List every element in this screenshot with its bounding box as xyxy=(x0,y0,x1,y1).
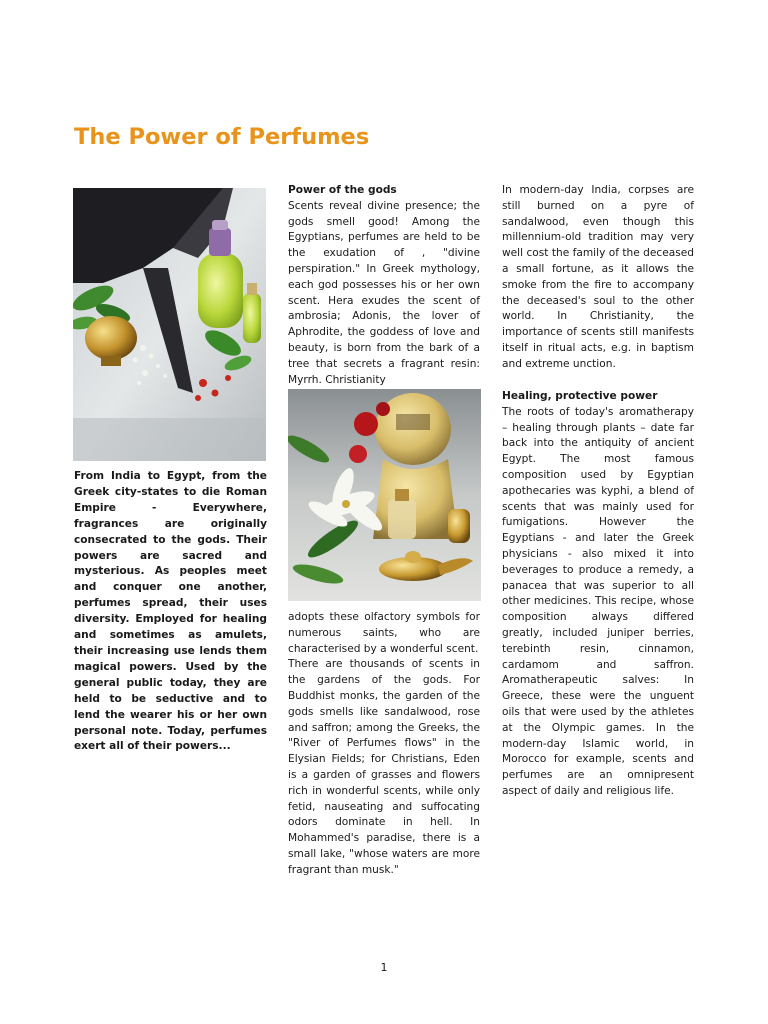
healing-text: The roots of today's aromatherapy – healing through plants – date far back into the antiquity of ancient Egypt. The most famous composition used by Egyptian apothecaries was kyphi, a blend of scents that was mainly used for fumigations. However the Egyptians - and later the Greek physicians - also mixed it into beverages to produce a remedy, a panacea that was superior to all other medicines. This recipe, whose composition always differed greatly, included juniper berries, terebinth resin, cinnamon, cardamom and saffron. Aromatherapeutic salves: In Greece, these were the unguent oils that were used by the athletes at the Olympic games. In the modern-day Islamic world, in Morocco for example, scents and perfumes are an omnipresent aspect of daily and religious life. xyxy=(502,405,694,797)
power-of-gods-section xyxy=(288,183,480,388)
power-of-gods-text-3: There are thousands of scents in the gardens of the gods. For Buddhist monks, the garden of the gods smells like sandalwood, rose and saffron; among the Greeks, the "River of Perfumes flows" in the Elysian Fields; for Christians, Eden is a garden of grasses and flowers rich in wonderful scents, while only fetid, nauseating and suffocating odors dominate in hell. In Mohammed's paradise, there is a small lake, "whose waters are more fragrant than musk." xyxy=(288,658,480,876)
india-text: In modern-day India, corpses are still burned on a pyre of sandalwood, even though this millennium-old tradition may very well cost the family of the deceased a small fortune, as it allows the smoke from the fire to accompany the deceased's soul to the other world. In Christianity, the importance of scents still manifests itself in ritual acts, e.g. in baptism and extreme unction. xyxy=(502,184,694,370)
page-number: 1 xyxy=(380,961,388,974)
power-of-gods-text-2: adopts these olfactory symbols for numerous saints, who are characterised by a wonderful scent. xyxy=(288,611,480,655)
healing-section xyxy=(502,389,694,800)
bust-lilies-photo xyxy=(288,389,481,601)
perfume-bottles-photo xyxy=(73,188,266,461)
intro-paragraph xyxy=(74,469,267,755)
power-of-gods-heading: Power of the gods xyxy=(288,184,397,196)
intro-text: From India to Egypt, from the Greek city-states to die Roman Empire - Everywhere, fragrances are originally consecrated to the gods. Their powers are sacred and mysterious. As peoples meet and conquer one another, perfumes spread, their uses diversity. Employed for healing and sometimes as amulets, their increasing use lends them magical powers. Used by the general public today, they are held to be seductive and to lend the wearer his or her own personal note. Today, perfumes exert all of their powers... xyxy=(74,470,267,753)
healing-heading: Healing, protective power xyxy=(502,390,658,402)
page-title: The Power of Perfumes xyxy=(74,124,370,150)
india-section xyxy=(502,183,694,373)
power-of-gods-text-1: Scents reveal divine presence; the gods smell good! Among the Egyptians, perfumes are held to be the exudation of , "divine perspiration." In Greek mythology, each god possesses his or her own scent. Hera exudes the scent of ambrosia; Adonis, the lover of Aphrodite, the goddess of love and beauty, is born from the bark of a tree that secrets a fragrant resin: Myrrh. Christianity xyxy=(288,199,480,386)
power-of-gods-continued xyxy=(288,610,480,879)
